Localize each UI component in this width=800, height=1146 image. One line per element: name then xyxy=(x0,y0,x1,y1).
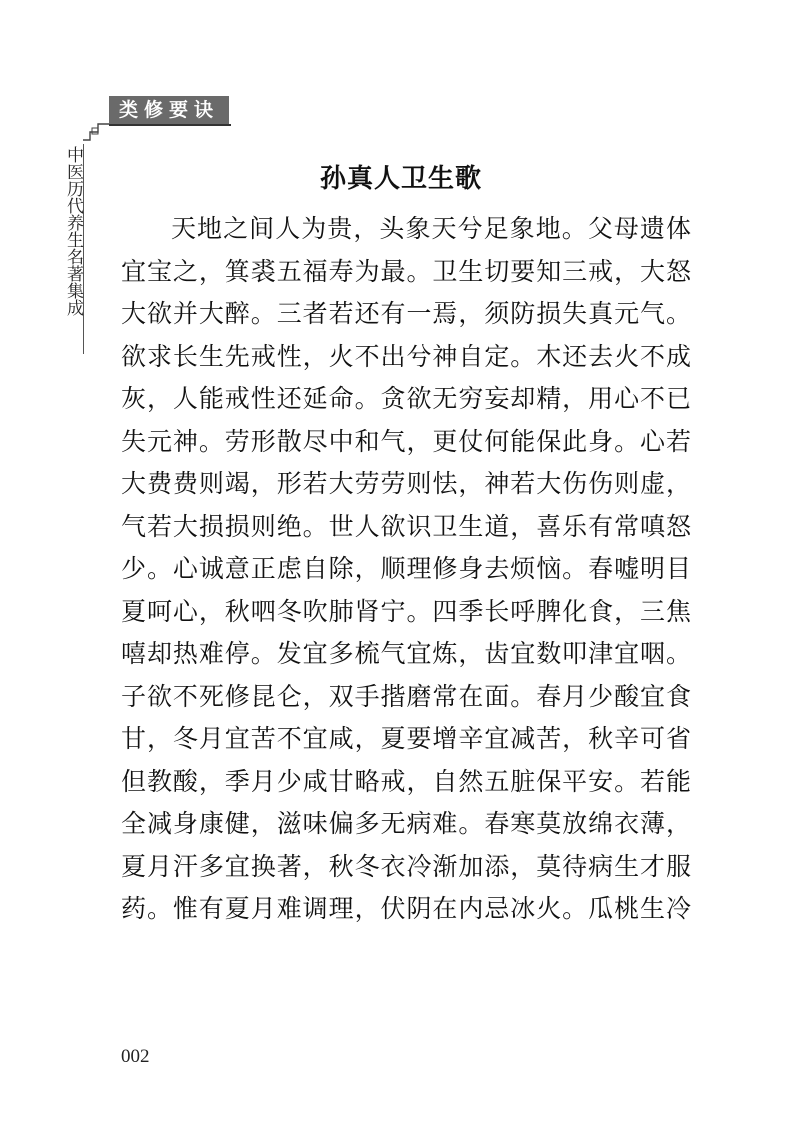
section-label: 类修要诀 xyxy=(109,96,229,124)
book-series-title: 中医历代养生名著集成 xyxy=(63,146,83,316)
text-line: 失元神。劳形散尽中和气，更仗何能保此身。心若 xyxy=(121,426,691,456)
corner-ornament xyxy=(82,120,122,160)
text-line: 夏月汗多宜换著，秋冬衣冷渐加添，莫待病生才服 xyxy=(121,851,691,881)
text-line: 子欲不死修昆仑，双手揩磨常在面。春月少酸宜食 xyxy=(121,681,691,711)
text-line: 宜宝之，箕裘五福寿为最。卫生切要知三戒，大怒 xyxy=(121,256,691,286)
header-rule xyxy=(109,124,231,126)
text-line: 嘻却热难停。发宜多梳气宜炼，齿宜数叩津宜咽。 xyxy=(121,639,691,668)
text-line: 气若大损损则绝。世人欲识卫生道，喜乐有常嗔怒 xyxy=(121,511,691,541)
text-line: 但教酸，季月少咸甘略戒，自然五脏保平安。若能 xyxy=(121,766,691,796)
page-number: 002 xyxy=(121,1046,150,1067)
article-title: 孙真人卫生歌 xyxy=(320,164,483,194)
text-line: 大欲并大醉。三者若还有一焉，须防损失真元气。 xyxy=(121,299,691,328)
text-line: 天地之间人为贵，头象天兮足象地。父母遗体 xyxy=(171,214,691,243)
text-line: 全减身康健，滋味偏多无病难。春寒莫放绵衣薄， xyxy=(121,809,691,838)
text-line: 夏呵心，秋呬冬吹肺肾宁。四季长呼脾化食，三焦 xyxy=(121,596,691,626)
article-body xyxy=(121,208,691,931)
text-line: 欲求长生先戒性，火不出兮神自定。木还去火不成 xyxy=(121,341,691,371)
text-line: 少。心诚意正虑自除，顺理修身去烦恼。春嘘明目 xyxy=(121,554,691,583)
text-line: 灰，人能戒性还延命。贪欲无穷妄却精，用心不已 xyxy=(121,384,691,413)
text-line: 药。惟有夏月难调理，伏阴在内忌冰火。瓜桃生冷 xyxy=(121,894,691,923)
text-line: 甘，冬月宜苦不宜咸，夏要增辛宜减苦，秋辛可省 xyxy=(121,724,691,753)
text-line: 大费费则竭，形若大劳劳则怯，神若大伤伤则虚， xyxy=(121,469,691,498)
